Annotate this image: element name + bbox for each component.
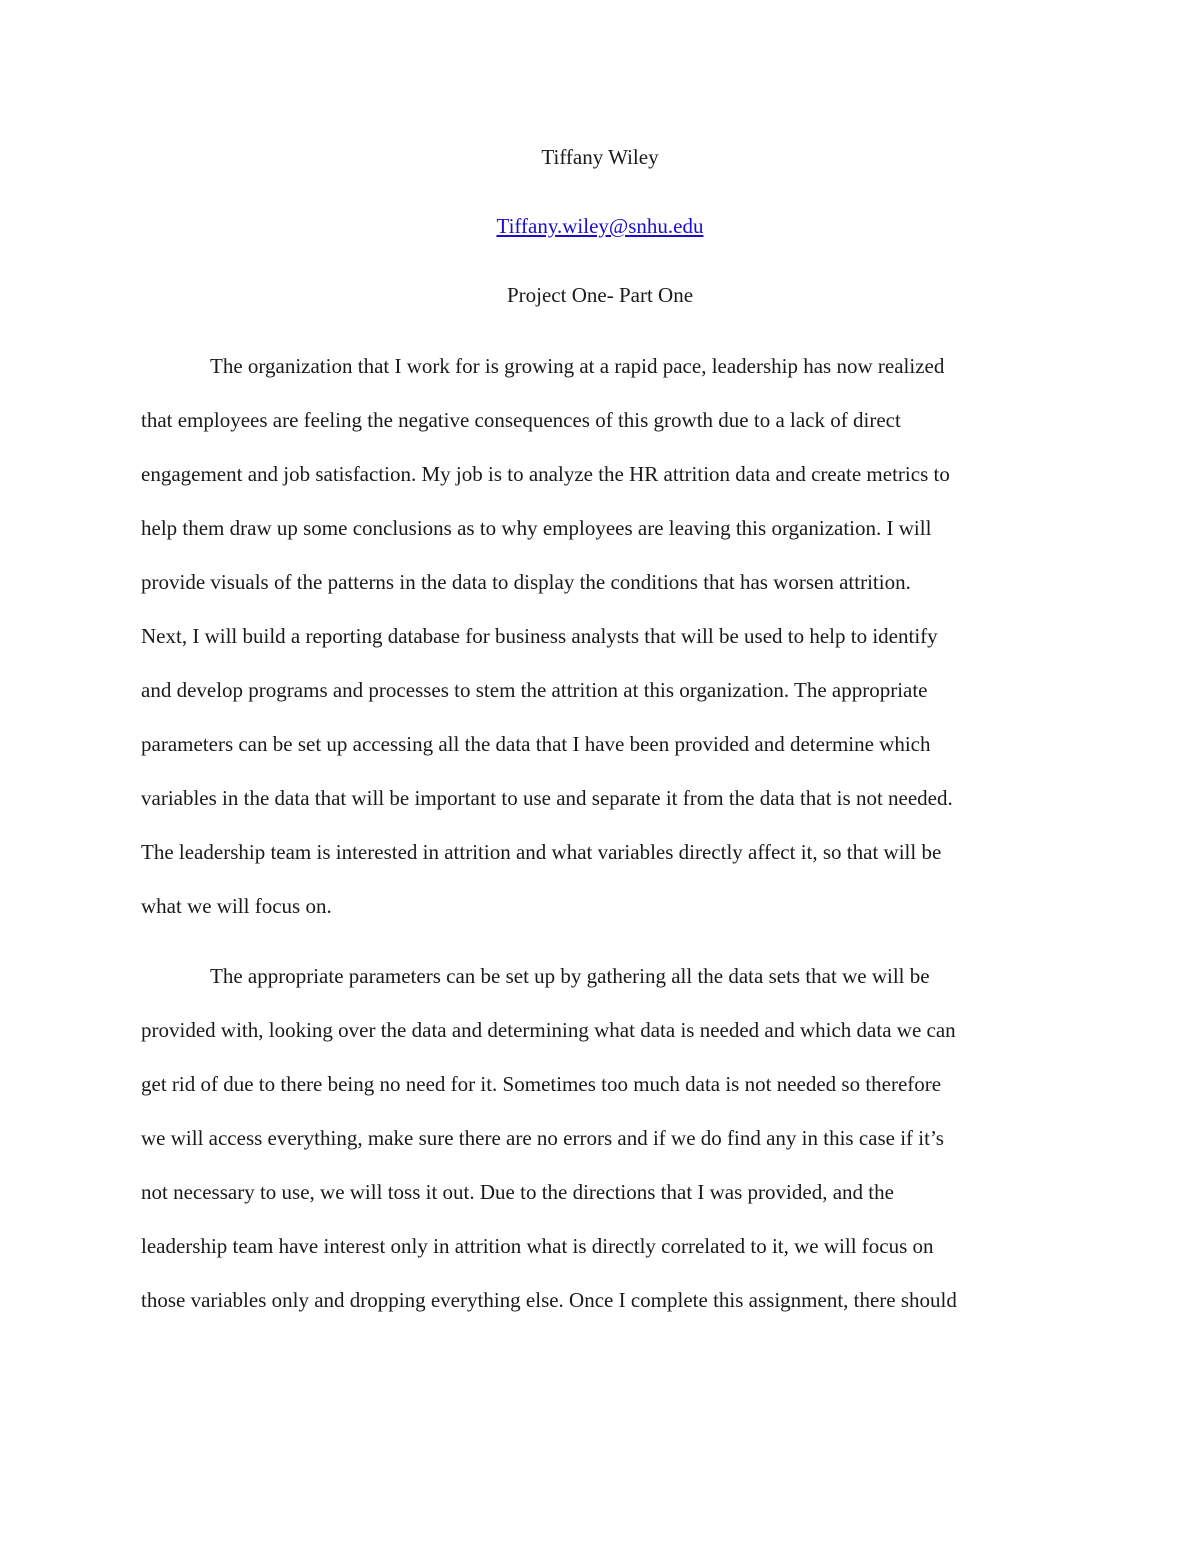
paragraph-1-line-7: and develop programs and processes to stem the attrition at this organization. The appropriate [141, 678, 928, 702]
document-title: Project One- Part One [506, 283, 694, 307]
paragraph-1-line-5: provide visuals of the patterns in the data to display the conditions that has worsen attrition. [141, 570, 911, 594]
paragraph-2-line-4: we will access everything, make sure there are no errors and if we do find any in this case if it’s [141, 1126, 944, 1150]
paragraph-1-line-2: that employees are feeling the negative consequences of this growth due to a lack of direct [141, 408, 901, 432]
paragraph-1-line-8: parameters can be set up accessing all the data that I have been provided and determine which [141, 732, 931, 756]
email-link[interactable]: Tiffany.wiley@snhu.edu [496, 214, 704, 238]
paragraph-2-line-5: not necessary to use, we will toss it out. Due to the directions that I was provided, and the [141, 1180, 894, 1204]
paragraph-2-line-6: leadership team have interest only in attrition what is directly correlated to it, we will focus on [141, 1234, 934, 1258]
paragraph-1-line-3: engagement and job satisfaction. My job is to analyze the HR attrition data and create metrics to [141, 462, 950, 486]
paragraph-1-line-6: Next, I will build a reporting database for business analysts that will be used to help to identify [141, 624, 938, 648]
paragraph-1-line-9: variables in the data that will be important to use and separate it from the data that is not needed. [141, 786, 953, 810]
paragraph-1-line-1: The organization that I work for is growing at a rapid pace, leadership has now realized [210, 354, 945, 378]
paragraph-2-line-1: The appropriate parameters can be set up by gathering all the data sets that we will be [210, 964, 930, 988]
email-line [0, 212, 1200, 240]
paragraph-2-line-2: provided with, looking over the data and determining what data is needed and which data we can [141, 1018, 956, 1042]
paragraph-1-line-4: help them draw up some conclusions as to why employees are leaving this organization. I will [141, 516, 932, 540]
paragraph-2-line-7: those variables only and dropping everything else. Once I complete this assignment, there should [141, 1288, 957, 1312]
paragraph-1-line-11: what we will focus on. [141, 894, 332, 918]
author-name: Tiffany Wiley [541, 145, 659, 169]
paragraph-2-line-3: get rid of due to there being no need for it. Sometimes too much data is not needed so therefore [141, 1072, 942, 1096]
paragraph-1-line-10: The leadership team is interested in attrition and what variables directly affect it, so that will be [141, 840, 942, 864]
